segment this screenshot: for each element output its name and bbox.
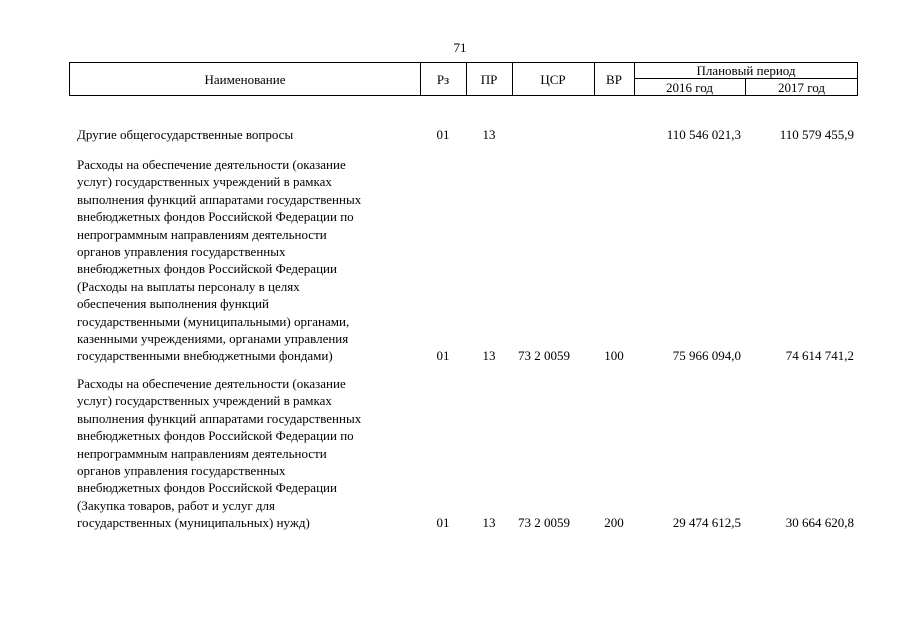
table-row-csr: 73 2 0059	[518, 515, 570, 530]
table-row-rz: 01	[436, 127, 450, 142]
table-row-2016: 29 474 612,5	[672, 515, 741, 530]
header-planned-period: Плановый период	[696, 63, 796, 78]
header-year-2017: 2017 год	[778, 80, 825, 95]
header-csr: ЦСР	[540, 72, 566, 87]
table-row-rz: 01	[436, 515, 450, 530]
header-name: Наименование	[204, 72, 286, 87]
header-rz: Рз	[436, 72, 450, 87]
table-row-name: Расходы на обеспечение деятельности (оказание услуг) государственных учреждений в рамках выполнения функций аппаратами государственных внебюджетных фондов Российской Федерации по непрограммным направлениям деятельности органов управления государственных внебюджетных фондов Российской Федерации (Закупка товаров, работ и услуг для государственных (муниципальных) нужд)	[77, 376, 362, 531]
table-row-pr: 13	[482, 127, 496, 142]
table-row-csr: 73 2 0059	[518, 348, 570, 363]
table-row-pr: 13	[482, 348, 496, 363]
header-year-2016: 2016 год	[666, 80, 713, 95]
table-row-pr: 13	[482, 515, 496, 530]
table-row-2017: 74 614 741,2	[785, 348, 854, 363]
table-row-2016: 110 546 021,3	[666, 127, 741, 142]
header-pr: ПР	[480, 72, 498, 87]
header-divider	[634, 78, 858, 79]
table-row-2017: 30 664 620,8	[785, 515, 854, 530]
table-row-vr: 100	[604, 348, 624, 363]
table-header	[69, 62, 858, 96]
table-row-name: Другие общегосударственные вопросы	[77, 127, 294, 142]
table-row-2017: 110 579 455,9	[779, 127, 854, 142]
header-vr: ВР	[606, 72, 622, 87]
page-number: 71	[453, 40, 467, 55]
table-row-2016: 75 966 094,0	[672, 348, 741, 363]
table-row-rz: 01	[436, 348, 450, 363]
table-row-name: Расходы на обеспечение деятельности (оказание услуг) государственных учреждений в рамках выполнения функций аппаратами государственных внебюджетных фондов Российской Федерации по непрограммным направлениям деятельности органов управления государственных внебюджетных фондов Российской Федерации (Расходы на выплаты персоналу в целях обеспечения выполнения функций государственными (муниципальными) органами, казенными учреждениями, органами управления государственными внебюджетными фондами)	[77, 157, 362, 364]
table-row-vr: 200	[604, 515, 624, 530]
